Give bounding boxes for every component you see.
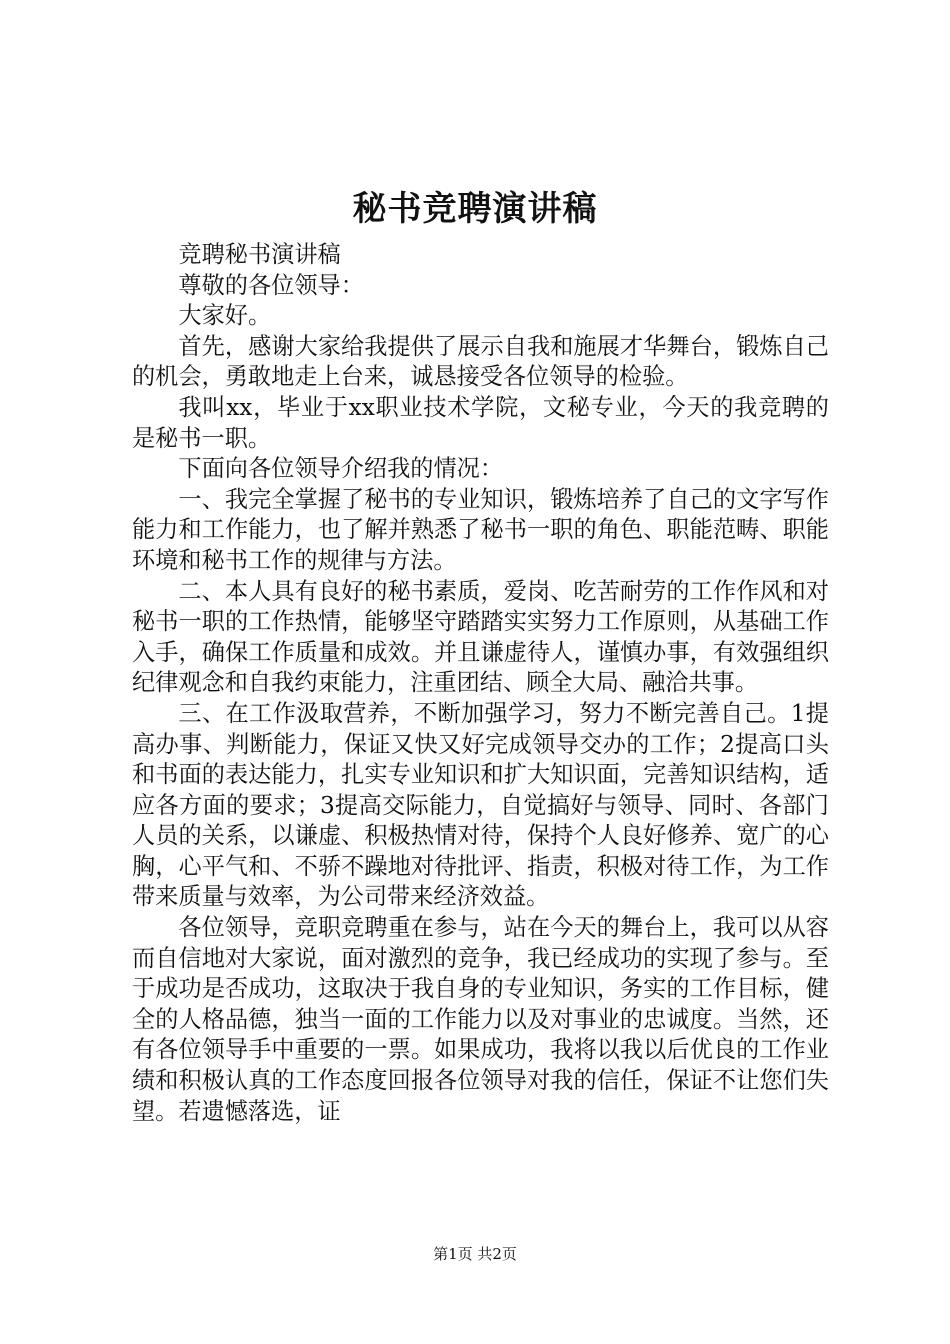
paragraph: 一、我完全掌握了秘书的专业知识，锻炼培养了自己的文字写作能力和工作能力，也了解并熟悉了秘书一职的角色、职能范畴、职能环境和秘书工作的规律与方法。 [132,485,829,574]
page-number-footer: 第1页 共2页 [433,1245,517,1263]
paragraph: 大家好。 [178,302,272,330]
paragraph: 下面向各位领导介绍我的情况： [178,455,504,483]
paragraph: 三、在工作汲取营养，不断加强学习，努力不断完善自己。1提高办事、判断能力，保证又快又好完成领导交办的工作；2提高口头和书面的表达能力，扎实专业知识和扩大知识面，完善知识结构，适应各方面的要求；3提高交际能力，自觉搞好与领导、同时、各部门人员的关系，以谦虚、积极热情对待，保持个人良好修养、宽广的心胸，心平气和、不骄不躁地对待批评、指责，积极对待工作，为工作带来质量与效率，为公司带来经济效益。 [132,699,829,911]
paragraph: 尊敬的各位领导： [178,271,364,299]
document-title: 秘书竞聘演讲稿 [352,189,598,229]
paragraph: 各位领导，竞职竞聘重在参与，站在今天的舞台上，我可以从容而自信地对大家说，面对激烈的竞争，我已经成功的实现了参与。至于成功是否成功，这取决于我自身的专业知识，务实的工作目标，健全的人格品德，独当一面的工作能力以及对事业的忠诚度。当然，还有各位领导手中重要的一票。如果成功，我将以我以后优良的工作业绩和积极认真的工作态度回报各位领导对我的信任，保证不让您们失望。若遗憾落选，证 [132,914,829,1125]
paragraph: 我叫xx，毕业于xx职业技术学院，文秘专业，今天的我竞聘的是秘书一职。 [132,393,829,452]
paragraph: 竞聘秘书演讲稿 [178,241,341,268]
document-body [132,240,829,1127]
paragraph: 二、本人具有良好的秘书素质，爱岗、吃苦耐劳的工作作风和对秘书一职的工作热情，能够坚守踏踏实实努力工作原则，从基础工作入手，确保工作质量和成效。并且谦虚待人，谨慎办事，有效强组织纪律观念和自我约束能力，注重团结、顾全大局、融洽共事。 [132,577,829,697]
paragraph: 首先，感谢大家给我提供了展示自我和施展才华舞台，锻炼自己的机会，勇敢地走上台来，诚恳接受各位领导的检验。 [132,332,829,391]
